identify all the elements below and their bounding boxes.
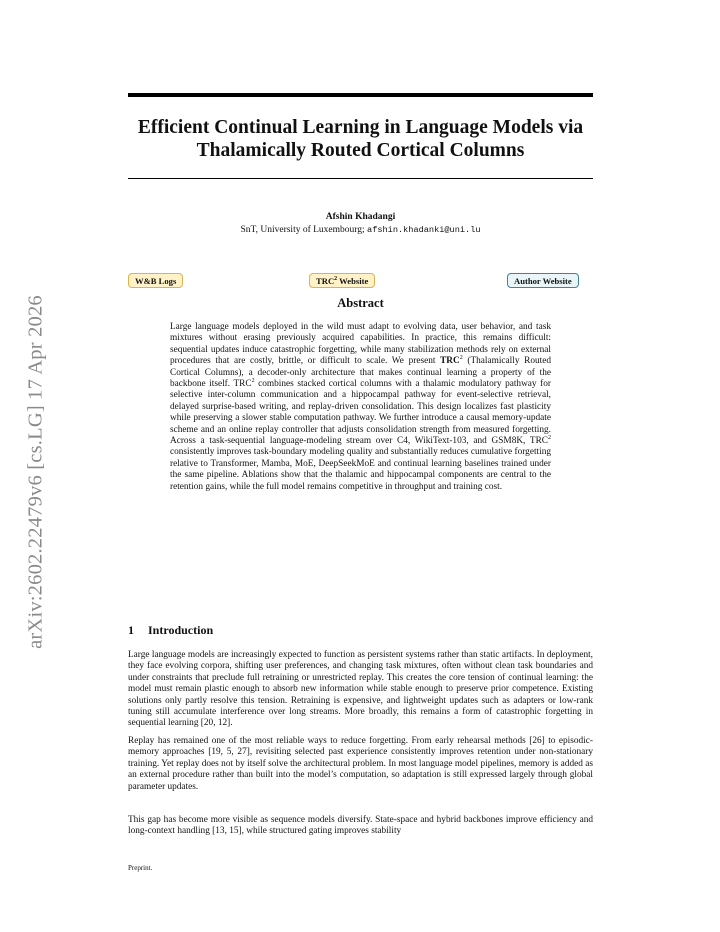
author-name: Afshin Khadangi (325, 212, 396, 222)
abstract-body (170, 322, 551, 493)
author-email[interactable]: afshin.khadanki@uni.lu (367, 225, 481, 235)
arxiv-sidebar-stamp (22, 262, 50, 682)
abstract-model-name: TRC (440, 356, 460, 367)
abstract-heading: Abstract (337, 296, 384, 310)
intro-paragraph-1: Large language models are increasingly expected to function as persistent systems rather than static artifacts. In deployment, they face evolving corpora, shifting user preferences, and changing task mixtures, often without clean task boundaries and under constraints that preclude full retraining or unrestricted replay. This creates the core tension of continual learning: the model must remain plastic enough to absorb new information while stable enough to preserve prior competence. Existing solutions only partly resolve this tension. Retraining is expensive, and lightweight updates such as adapters or low-rank tuning still accumulate interference over long streams. More broadly, this remains a form of catastrophic forgetting in sequential learning [20, 12]. (128, 650, 593, 729)
affiliation-text: SnT, University of Luxembourg; (240, 225, 365, 235)
abstract-text-part-1: Large language models deployed in the wild must adapt to evolving data, user behavior, and task mixtures without erasing previously acquired capabilities. In practice, this remains difficult: sequential updates induce catastrophic forgetting, while many stabilization methods rely on external procedures that are costly, brittle, or difficult to scale. We present (170, 322, 551, 367)
paper-title (118, 116, 603, 162)
intro-paragraph-3: This gap has become more visible as sequence models diversify. State-space and hybrid backbones improve efficiency and long-context handling [13, 15], while structured gating improves stability (128, 815, 593, 837)
trc-badge-name: TRC (316, 276, 335, 286)
section-number: 1 (128, 623, 134, 637)
preprint-footer: Preprint. (128, 864, 153, 872)
section-title: Introduction (148, 623, 214, 637)
abstract-superscript-1: 2 (459, 355, 463, 362)
trc-badge-superscript: 2 (334, 276, 338, 283)
intro-paragraph-2: Replay has remained one of the most reliable ways to reduce forgetting. From early rehearsal methods [26] to episodic-memory approaches [19, 5, 27], revisiting selected past experience consistently improves retention under non-stationary training. Yet replay does not by itself solve the architectural problem. In most language model pipelines, memory is added as an external procedure rather than built into the model’s computation, so adaptation is still expressed largely through global parameter updates. (128, 736, 593, 792)
paper-title-line-1: Efficient Continual Learning in Language Models via (137, 117, 584, 138)
abstract-text-part-3: combines stacked cortical columns with a thalamic modulatory pathway for selective inter-column communication and a hippocampal pathway for event-selective retrieval, delayed surprise-based writing, and replay-driven consolidation. This design localizes fast plasticity while preserving a slower stable computation pathway. We further introduce a causal memory-update scheme and an online replay controller that adjusts consolidation strength from measured forgetting. Across a task-sequential language-modeling stream over C4, WikiText-103, and GSM8K, TRC (170, 379, 551, 447)
title-bottom-rule (128, 178, 593, 179)
author-website-link[interactable]: Author Website (507, 273, 579, 288)
paper-title-line-2: Thalamically Routed Cortical Columns (196, 140, 525, 161)
trc-website-link[interactable] (309, 273, 375, 288)
author-affiliation (128, 225, 593, 235)
title-top-rule (128, 93, 593, 97)
abstract-text-part-2: (Thalamically Routed Cortical Columns), a decoder-only architecture that makes continual learning a property of the backbone itself. TRC (170, 356, 551, 390)
trc-badge-suffix: Website (337, 276, 369, 286)
abstract-superscript-2: 2 (251, 377, 255, 384)
wandb-logs-link[interactable]: W&B Logs (128, 273, 183, 288)
abstract-superscript-3: 2 (548, 434, 551, 441)
section-heading (128, 623, 593, 638)
arxiv-identifier: arXiv:2602.22479v6 [cs.LG] 17 Apr 2026 (24, 295, 47, 649)
abstract-text-part-4: consistently improves task-boundary modeling quality and substantially reduces cumulative forgetting relative to Transformer, Mamba, MoE, DeepSeekMoE and continual learning baselines trained under the same pipeline. Ablations show that the thalamic and hippocampal components are central to the retention gains, while the full model remains competitive in throughput and training cost. (170, 447, 551, 492)
